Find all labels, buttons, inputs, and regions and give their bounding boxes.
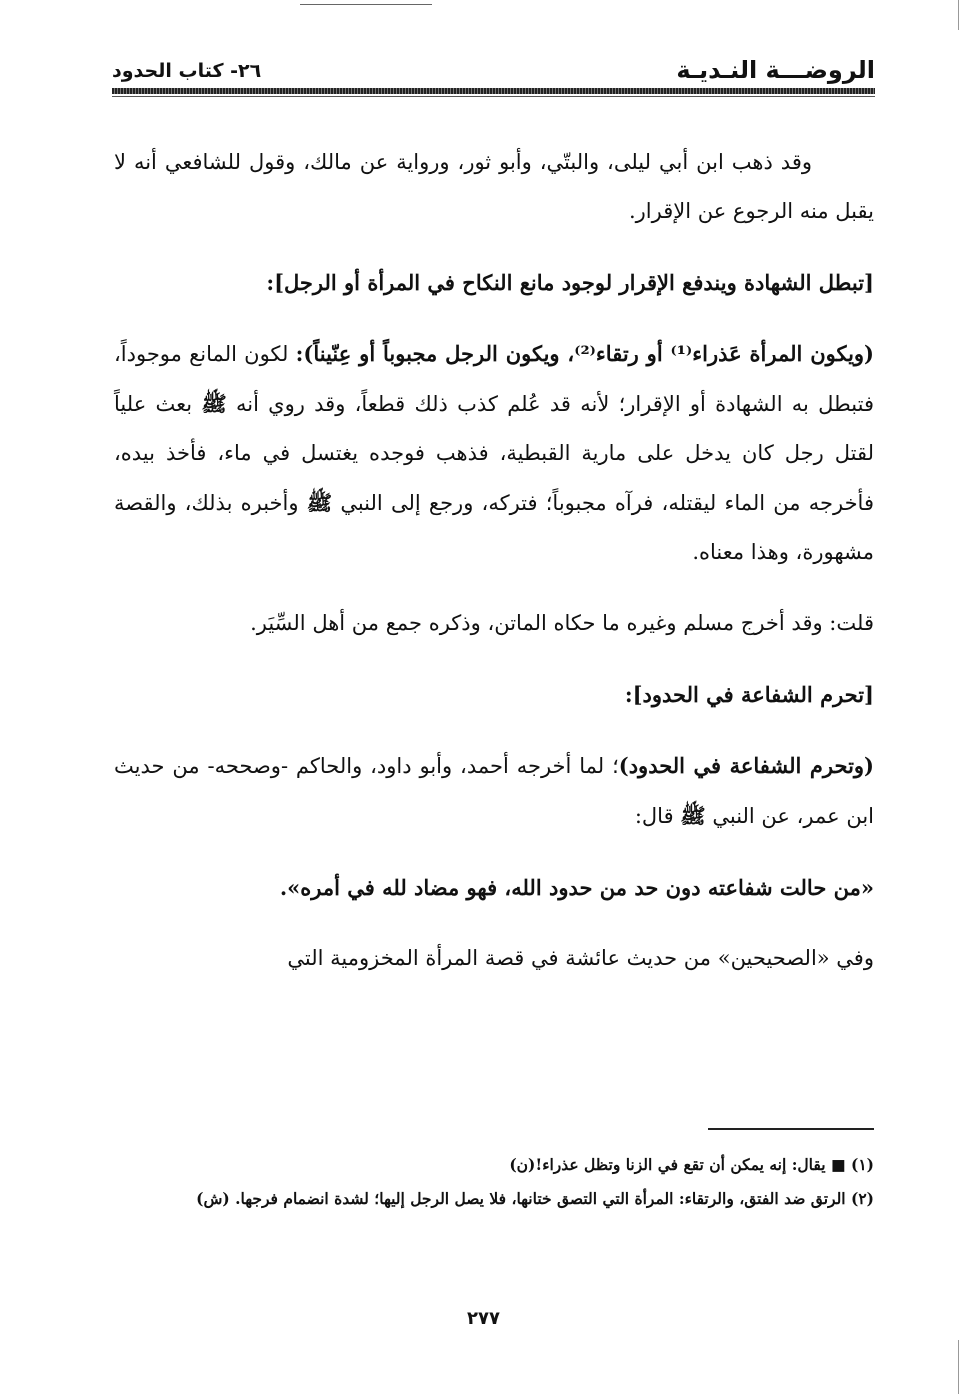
matn-quote: (ويكون المرأة عَذراء⁽¹⁾ أو رتقاء⁽²⁾، ويكون الرجل مجبوباً أو عِنّيناً): xyxy=(295,341,874,366)
section-heading-intercession: [تحرم الشفاعة في الحدود]: xyxy=(624,682,874,707)
honorific-glyph: ﷺ xyxy=(306,490,333,515)
paragraph-2-text-a: لكون المانع موجوداً، فتبطل به الشهادة أو الإقرار؛ لأنه قد عُلم كذب ذلك قطعاً، وقد روي أنه xyxy=(114,342,874,416)
paragraph-2-text-b: بعث علياً لقتل رجل كان يدخل على مارية القبطية، فذهب فوجده يغتسل في ماء، فأخذ بيده، فأخرجه من الماء ليقتله، فرآه مجبوباً؛ فتركه، ورجع إلى النبي xyxy=(114,392,874,515)
paragraph-1: وقد ذهب ابن أبي ليلى، والبتّي، وأبو ثور، ورواية عن مالك، وقول للشافعي أنه لا يقبل منه الرجوع عن الإقرار. xyxy=(114,150,874,223)
paragraph-2 xyxy=(114,329,874,577)
main-text xyxy=(114,138,874,1005)
footnote-1: (١) ■ يقال: إنه يمكن أن تقع في الزنا وتظل عذراء!(ن) xyxy=(509,1155,874,1174)
section-heading-testimony: [تبطل الشهادة ويندفع الإقرار لوجود مانع النكاح في المرأة أو الرجل]: xyxy=(266,270,874,295)
header-rule xyxy=(112,88,875,94)
book-title: الروضـــة النـديـة xyxy=(676,56,875,84)
paragraph-2-text-c: وأخبره بذلك، والقصة مشهورة، وهذا معناه. xyxy=(114,491,874,564)
paragraph-5: وفي «الصحيحين» من حديث عائشة في قصة المرأة المخزومية التي xyxy=(287,946,874,970)
scan-edge-mark xyxy=(958,0,959,30)
scan-top-line xyxy=(300,4,432,5)
footnote-2: (٢) الرتق ضد الفتق، والرتقاء: المرأة التي التصق ختانها، فلا يصل الرجل إليها؛ لشدة انضمام فرجها. (ش) xyxy=(196,1189,874,1208)
honorific-glyph: ﷺ xyxy=(680,803,706,828)
paragraph-4 xyxy=(114,741,874,841)
page-number: ٢٧٧ xyxy=(467,1308,500,1329)
footnotes xyxy=(114,1148,874,1216)
chapter-title: ٢٦- كتاب الحدود xyxy=(112,60,262,82)
scan-edge-mark xyxy=(958,1340,959,1394)
footnote-separator xyxy=(708,1128,874,1130)
matn-quote: (وتحرم الشفاعة في الحدود) xyxy=(618,753,874,778)
honorific-glyph: ﷺ xyxy=(201,391,227,416)
running-header xyxy=(112,50,875,90)
paragraph-3: قلت: وقد أخرج مسلم وغيره ما حكاه الماتن، وذكره جمع من أهل السِّيَر. xyxy=(250,611,874,635)
header-rule-thin xyxy=(112,96,875,97)
hadith-quote: «من حالت شفاعته دون حد من حدود الله، فهو مضاد لله في أمره». xyxy=(279,875,874,900)
paragraph-4-text-b: قال: xyxy=(634,804,681,828)
paragraph-4-text-a: ؛ لما أخرجه أحمد، وأبو داود، والحاكم -وصححه- من حديث ابن عمر، عن النبي xyxy=(114,754,874,828)
